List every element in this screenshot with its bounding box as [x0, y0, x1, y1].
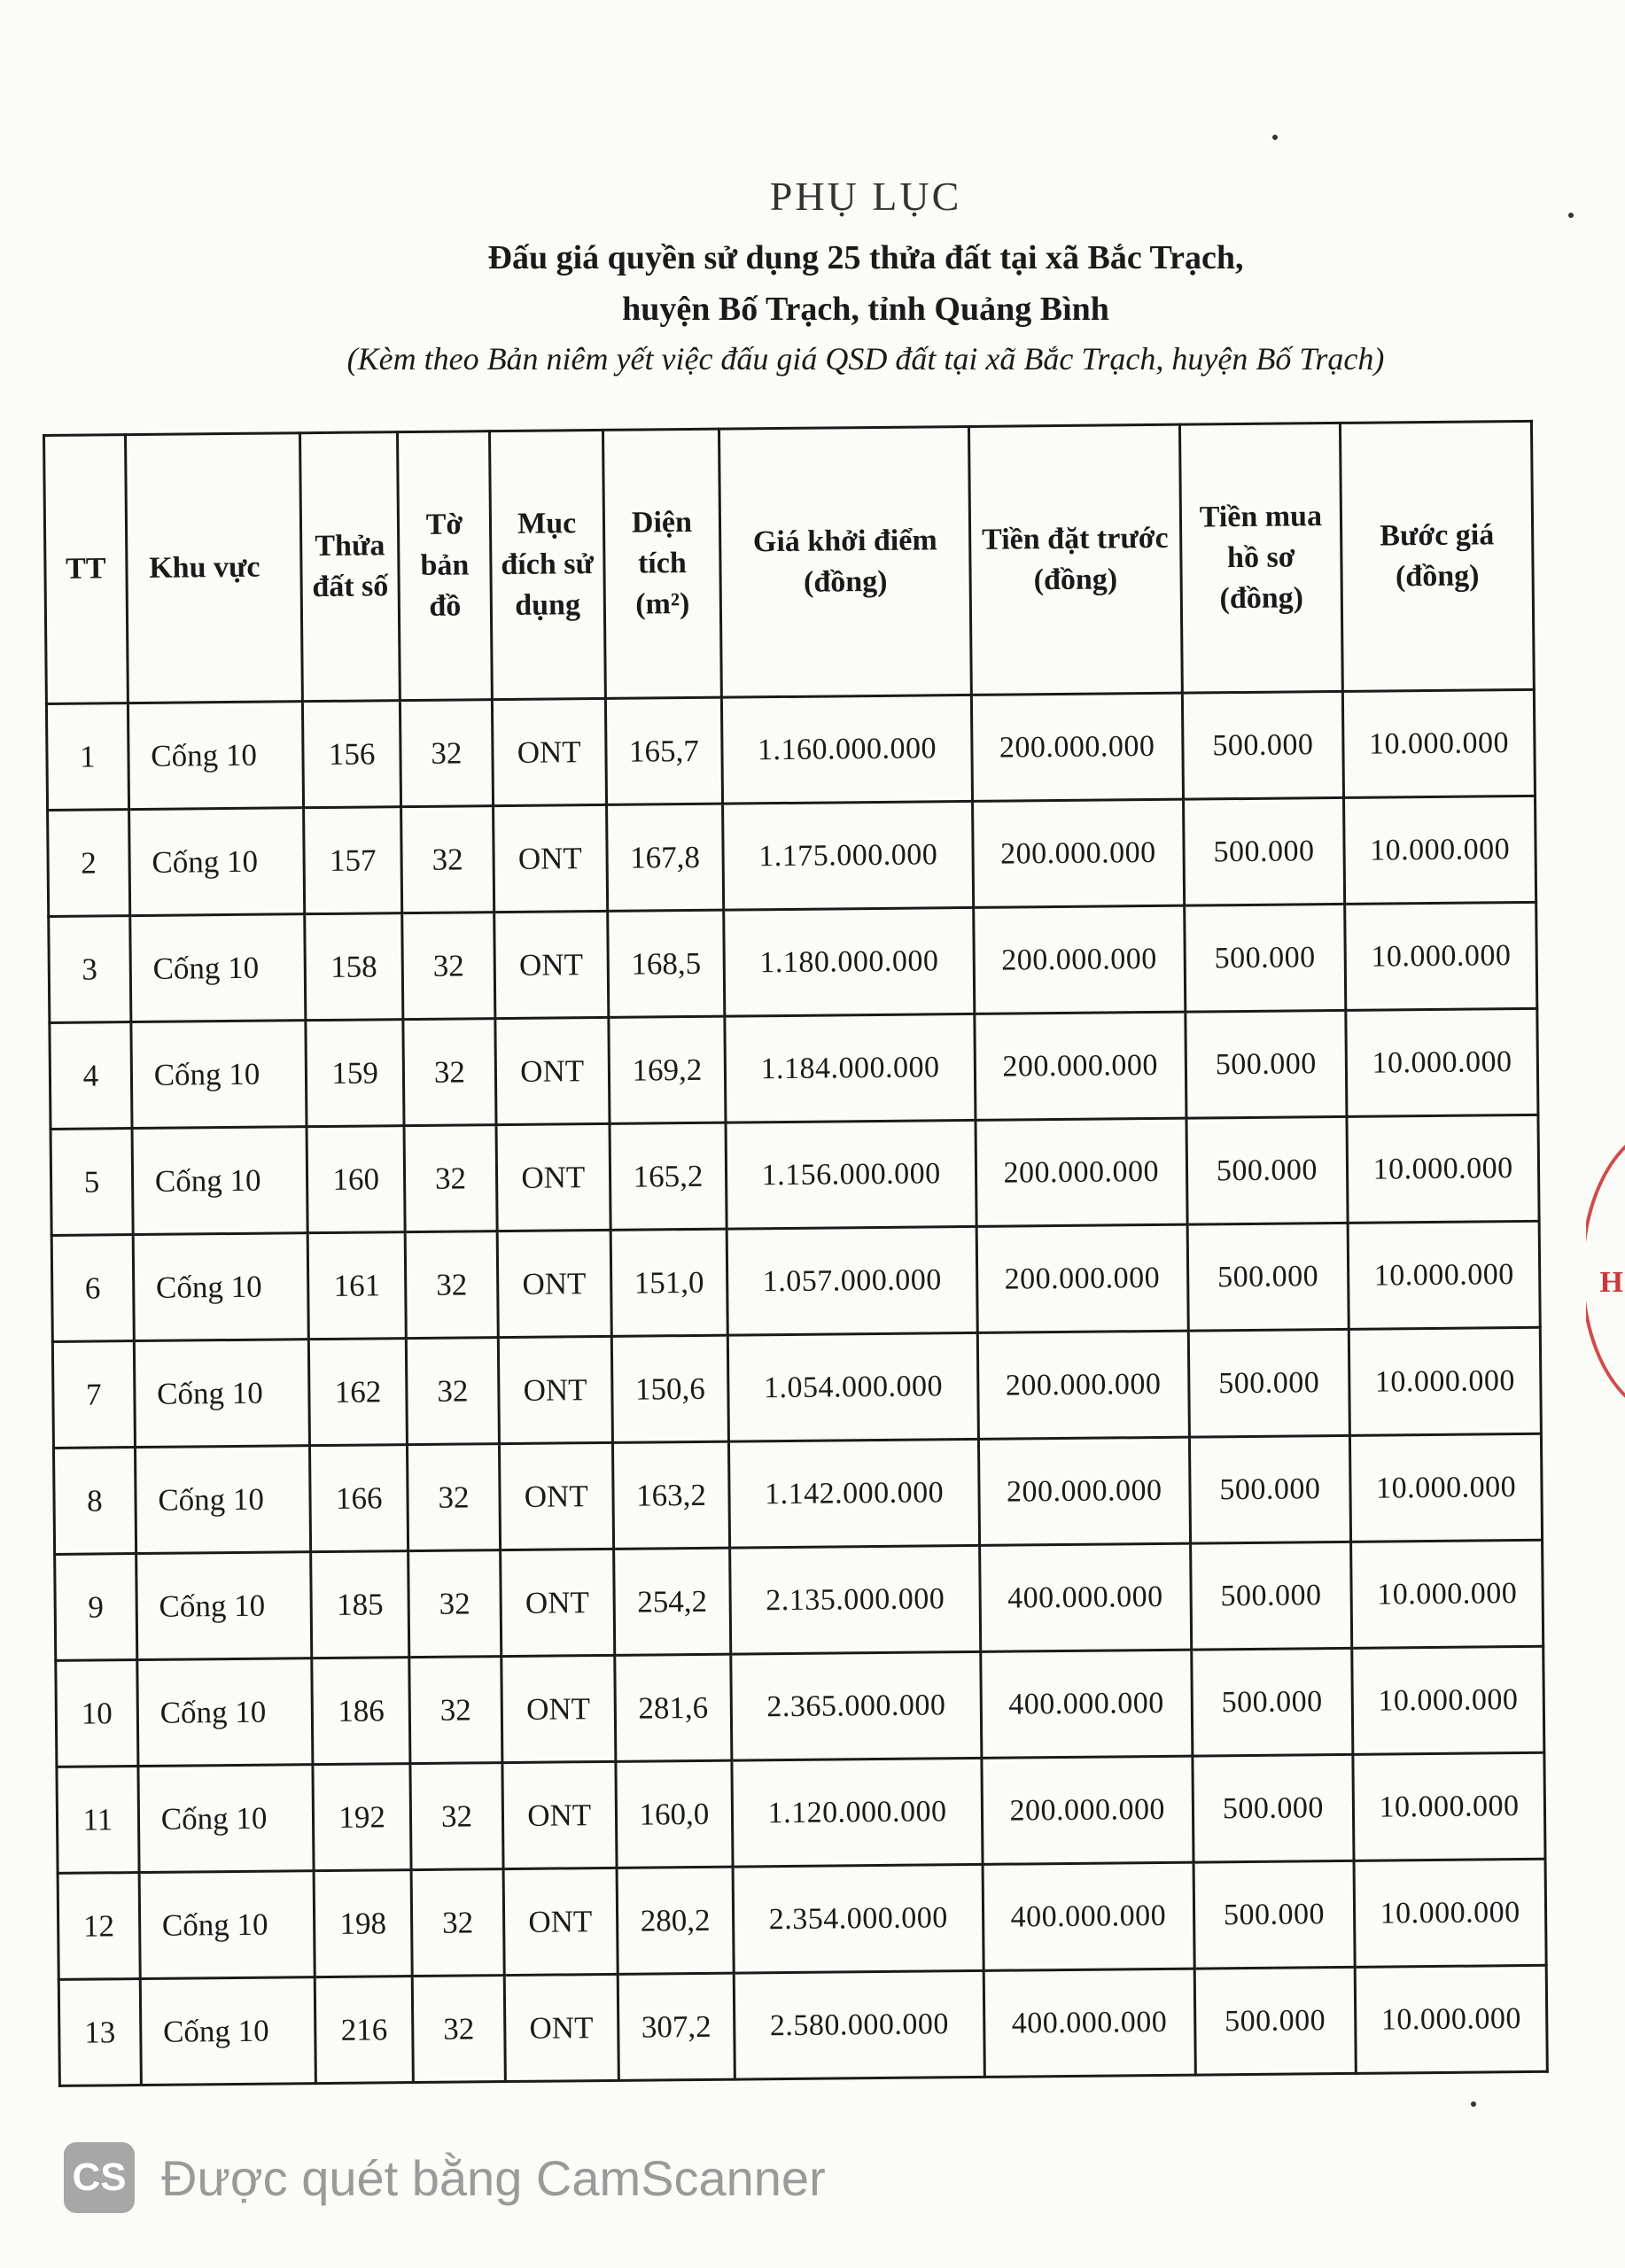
cell-gia-khoi-diem: 1.120.000.000 — [732, 1758, 983, 1867]
scan-dust — [1272, 135, 1278, 140]
document-title: PHỤ LỤC — [769, 174, 962, 219]
table-row — [52, 1327, 1541, 1448]
cell-tien-mua-ho-so: 500.000 — [1191, 1648, 1353, 1756]
cell-tien-dat-truoc: 200.000.000 — [976, 1224, 1188, 1332]
cell-dien-tich: 151,0 — [610, 1229, 728, 1336]
cell-buoc-gia: 10.000.000 — [1352, 1646, 1544, 1754]
cell-tien-mua-ho-so: 500.000 — [1185, 1010, 1347, 1118]
cell-khu-vuc: Cống 10 — [137, 1658, 314, 1767]
table-row — [48, 796, 1536, 916]
document-subtitle — [106, 232, 1625, 335]
cell-to-ban-do: 32 — [405, 1231, 498, 1339]
cell-tien-mua-ho-so: 500.000 — [1189, 1435, 1351, 1543]
cell-tt: 1 — [46, 703, 128, 811]
cell-tien-dat-truoc: 200.000.000 — [974, 905, 1186, 1014]
header-tien-mua-ho-so: Tiền mua hồ sơ (đồng) — [1179, 423, 1343, 693]
cell-muc-dich: ONT — [492, 698, 606, 805]
cell-muc-dich: ONT — [499, 1442, 613, 1550]
cell-tien-dat-truoc: 400.000.000 — [979, 1543, 1191, 1651]
cell-buoc-gia: 10.000.000 — [1351, 1540, 1543, 1648]
cell-tien-mua-ho-so: 500.000 — [1186, 1116, 1349, 1224]
cell-dien-tich: 169,2 — [608, 1016, 726, 1123]
cell-thua-dat-so: 166 — [310, 1445, 408, 1552]
cell-gia-khoi-diem: 1.180.000.000 — [724, 907, 975, 1016]
cell-tt: 12 — [58, 1873, 140, 1980]
cell-tien-dat-truoc: 400.000.000 — [984, 1969, 1195, 2077]
header-tt: TT — [44, 435, 128, 704]
cell-dien-tich: 160,0 — [616, 1760, 734, 1868]
cell-tien-dat-truoc: 200.000.000 — [977, 1331, 1189, 1439]
table-row — [58, 1859, 1546, 1979]
document-note: (Kèm theo Bản niêm yết việc đấu giá QSD đất tại xã Bắc Trạch, huyện Bố Trạch) — [346, 341, 1385, 377]
cell-to-ban-do: 32 — [412, 1976, 505, 2083]
cell-tt: 9 — [55, 1554, 137, 1661]
document-header — [0, 173, 1625, 377]
cell-to-ban-do: 32 — [404, 1125, 497, 1232]
cell-thua-dat-so: 185 — [311, 1551, 409, 1658]
auction-table — [43, 420, 1549, 2087]
cell-tien-mua-ho-so: 500.000 — [1182, 691, 1344, 799]
cell-gia-khoi-diem: 1.142.000.000 — [729, 1439, 980, 1548]
cell-buoc-gia: 10.000.000 — [1343, 689, 1536, 797]
cell-thua-dat-so: 198 — [314, 1870, 412, 1977]
cell-dien-tich: 254,2 — [613, 1548, 731, 1655]
cell-tt: 6 — [51, 1235, 134, 1342]
cell-to-ban-do: 32 — [401, 806, 494, 913]
cell-muc-dich: ONT — [493, 804, 607, 912]
cell-muc-dich: ONT — [495, 1017, 610, 1124]
cell-to-ban-do: 32 — [402, 913, 495, 1020]
cell-tien-mua-ho-so: 500.000 — [1188, 1329, 1350, 1437]
cell-gia-khoi-diem: 1.184.000.000 — [725, 1014, 976, 1122]
cell-khu-vuc: Cống 10 — [139, 1871, 315, 1979]
cell-to-ban-do: 32 — [400, 700, 493, 807]
cell-muc-dich: ONT — [497, 1230, 611, 1337]
scan-dust — [1471, 2101, 1476, 2107]
red-seal-stamp — [1586, 1125, 1625, 1418]
seal-text: H — [1599, 1266, 1623, 1299]
cell-tien-dat-truoc: 200.000.000 — [972, 799, 1184, 907]
cell-muc-dich: ONT — [494, 911, 609, 1018]
cell-buoc-gia: 10.000.000 — [1345, 902, 1537, 1010]
cell-dien-tich: 280,2 — [617, 1867, 735, 1974]
table-row — [58, 1965, 1547, 2085]
cell-thua-dat-so: 192 — [313, 1764, 411, 1871]
cell-gia-khoi-diem: 1.160.000.000 — [722, 695, 973, 804]
cell-thua-dat-so: 186 — [312, 1658, 410, 1765]
cell-buoc-gia: 10.000.000 — [1347, 1115, 1539, 1223]
cell-buoc-gia: 10.000.000 — [1344, 796, 1536, 904]
cell-dien-tich: 165,7 — [605, 697, 723, 804]
cell-buoc-gia: 10.000.000 — [1353, 1752, 1545, 1860]
subtitle-line-1: Đấu giá quyền sử dụng 25 thửa đất tại xã Bắc Trạch, — [487, 239, 1244, 276]
header-dien-tich — [603, 429, 722, 698]
cell-khu-vuc: Cống 10 — [131, 1021, 307, 1129]
cell-gia-khoi-diem: 1.057.000.000 — [727, 1226, 977, 1335]
cell-dien-tich: 167,8 — [606, 804, 724, 911]
cell-thua-dat-so: 159 — [306, 1020, 404, 1127]
cell-tien-dat-truoc: 200.000.000 — [971, 693, 1183, 801]
header-buoc-gia: Bước giá (đồng) — [1341, 421, 1535, 691]
header-dien-tich-unit: (m²) — [635, 586, 690, 621]
cell-thua-dat-so: 157 — [304, 807, 402, 914]
cell-tien-mua-ho-so: 500.000 — [1194, 1967, 1357, 2075]
cell-to-ban-do: 32 — [406, 1338, 499, 1445]
table-header-row — [44, 421, 1535, 703]
table-row — [55, 1540, 1543, 1660]
cell-dien-tich: 281,6 — [614, 1654, 732, 1761]
cell-tien-dat-truoc: 200.000.000 — [976, 1118, 1187, 1226]
table-row — [51, 1115, 1539, 1235]
header-khu-vuc: Khu vực — [125, 433, 302, 703]
header-gia-khoi-diem: Giá khởi điểm (đồng) — [719, 426, 971, 697]
cell-thua-dat-so: 216 — [315, 1977, 413, 2084]
cell-khu-vuc: Cống 10 — [138, 1765, 315, 1873]
cell-tt: 13 — [58, 1979, 141, 2086]
cell-tt: 11 — [57, 1767, 139, 1874]
cell-thua-dat-so: 158 — [305, 913, 403, 1021]
scan-dust — [1568, 213, 1574, 218]
header-thua-dat-so: Thửa đất số — [300, 432, 400, 702]
cell-khu-vuc: Cống 10 — [128, 702, 304, 810]
cell-to-ban-do: 32 — [408, 1444, 501, 1551]
cell-thua-dat-so: 156 — [303, 701, 401, 808]
cell-tien-mua-ho-so: 500.000 — [1190, 1542, 1352, 1650]
cell-gia-khoi-diem: 2.354.000.000 — [733, 1864, 984, 1973]
cell-gia-khoi-diem: 2.135.000.000 — [730, 1545, 981, 1654]
cell-gia-khoi-diem: 2.365.000.000 — [731, 1651, 982, 1760]
cell-khu-vuc: Cống 10 — [132, 1127, 308, 1235]
cell-tt: 7 — [52, 1341, 135, 1449]
cell-muc-dich: ONT — [496, 1123, 610, 1231]
header-muc-dich: Mục đích sử dụng — [489, 430, 605, 699]
table-row — [56, 1646, 1544, 1767]
cell-khu-vuc: Cống 10 — [135, 1446, 311, 1554]
cell-buoc-gia: 10.000.000 — [1348, 1221, 1540, 1329]
cell-tt: 8 — [53, 1448, 136, 1555]
cell-tt: 10 — [56, 1660, 138, 1767]
table-row — [49, 902, 1537, 1022]
camscanner-watermark — [64, 2142, 826, 2213]
table-row — [57, 1752, 1545, 1873]
cell-dien-tich: 163,2 — [612, 1441, 730, 1549]
cell-gia-khoi-diem: 1.054.000.000 — [728, 1332, 979, 1441]
cell-buoc-gia: 10.000.000 — [1346, 1008, 1538, 1116]
cell-tt: 5 — [51, 1129, 133, 1236]
cell-tien-dat-truoc: 200.000.000 — [978, 1437, 1190, 1545]
cell-to-ban-do: 32 — [411, 1869, 504, 1977]
cell-muc-dich: ONT — [504, 1974, 618, 2081]
subtitle-line-2: huyện Bố Trạch, tỉnh Quảng Bình — [622, 291, 1109, 328]
cell-tien-dat-truoc: 400.000.000 — [983, 1862, 1194, 1970]
cell-buoc-gia: 10.000.000 — [1350, 1433, 1543, 1542]
cell-dien-tich: 150,6 — [611, 1335, 729, 1442]
cell-thua-dat-so: 160 — [307, 1126, 405, 1233]
cell-buoc-gia: 10.000.000 — [1354, 1859, 1546, 1967]
cell-dien-tich: 165,2 — [610, 1122, 727, 1230]
cell-tt: 3 — [49, 916, 131, 1023]
cell-thua-dat-so: 161 — [307, 1232, 406, 1340]
cell-dien-tich: 307,2 — [618, 1973, 735, 2080]
header-to-ban-do: Tờ bản đồ — [398, 431, 493, 701]
cell-tien-dat-truoc: 200.000.000 — [975, 1012, 1186, 1120]
cell-muc-dich: ONT — [501, 1655, 616, 1762]
header-dien-tich-label: Diện tích — [631, 505, 693, 580]
cell-khu-vuc: Cống 10 — [130, 914, 307, 1022]
cell-muc-dich: ONT — [498, 1336, 612, 1443]
cell-gia-khoi-diem: 1.156.000.000 — [726, 1120, 976, 1229]
cell-to-ban-do: 32 — [409, 1657, 502, 1764]
table-row — [51, 1221, 1540, 1341]
cell-tien-mua-ho-so: 500.000 — [1183, 797, 1345, 905]
cell-muc-dich: ONT — [502, 1761, 617, 1868]
table-body — [46, 689, 1547, 2085]
header-tien-dat-truoc: Tiền đặt trước (đồng) — [968, 424, 1182, 695]
cell-thua-dat-so: 162 — [309, 1339, 408, 1446]
cell-tien-mua-ho-so: 500.000 — [1192, 1754, 1354, 1862]
cell-khu-vuc: Cống 10 — [134, 1340, 310, 1448]
table-row — [50, 1008, 1538, 1129]
cell-muc-dich: ONT — [500, 1549, 614, 1656]
cell-khu-vuc: Cống 10 — [128, 808, 305, 916]
cell-muc-dich: ONT — [503, 1868, 618, 1975]
cell-dien-tich: 168,5 — [607, 910, 725, 1017]
cell-to-ban-do: 32 — [408, 1550, 501, 1658]
cell-buoc-gia: 10.000.000 — [1355, 1965, 1547, 2073]
cell-tien-dat-truoc: 400.000.000 — [981, 1650, 1193, 1758]
cell-gia-khoi-diem: 1.175.000.000 — [723, 801, 974, 910]
cell-tien-mua-ho-so: 500.000 — [1184, 904, 1346, 1012]
cell-tien-mua-ho-so: 500.000 — [1187, 1223, 1349, 1331]
cell-to-ban-do: 32 — [410, 1763, 503, 1870]
table-row — [46, 689, 1535, 810]
cell-khu-vuc: Cống 10 — [136, 1552, 312, 1660]
cell-tt: 4 — [50, 1022, 132, 1130]
cell-gia-khoi-diem: 2.580.000.000 — [735, 1970, 985, 2079]
camscanner-logo-icon: CS — [64, 2142, 135, 2213]
cell-buoc-gia: 10.000.000 — [1349, 1327, 1542, 1435]
cell-khu-vuc: Cống 10 — [133, 1233, 309, 1341]
cell-tien-dat-truoc: 200.000.000 — [982, 1756, 1193, 1864]
cell-to-ban-do: 32 — [403, 1019, 496, 1126]
cell-khu-vuc: Cống 10 — [140, 1977, 316, 2085]
table-row — [53, 1433, 1542, 1554]
cell-tien-mua-ho-so: 500.000 — [1193, 1860, 1356, 1969]
cell-tt: 2 — [48, 810, 130, 917]
watermark-text: Được quét bằng CamScanner — [161, 2149, 826, 2206]
